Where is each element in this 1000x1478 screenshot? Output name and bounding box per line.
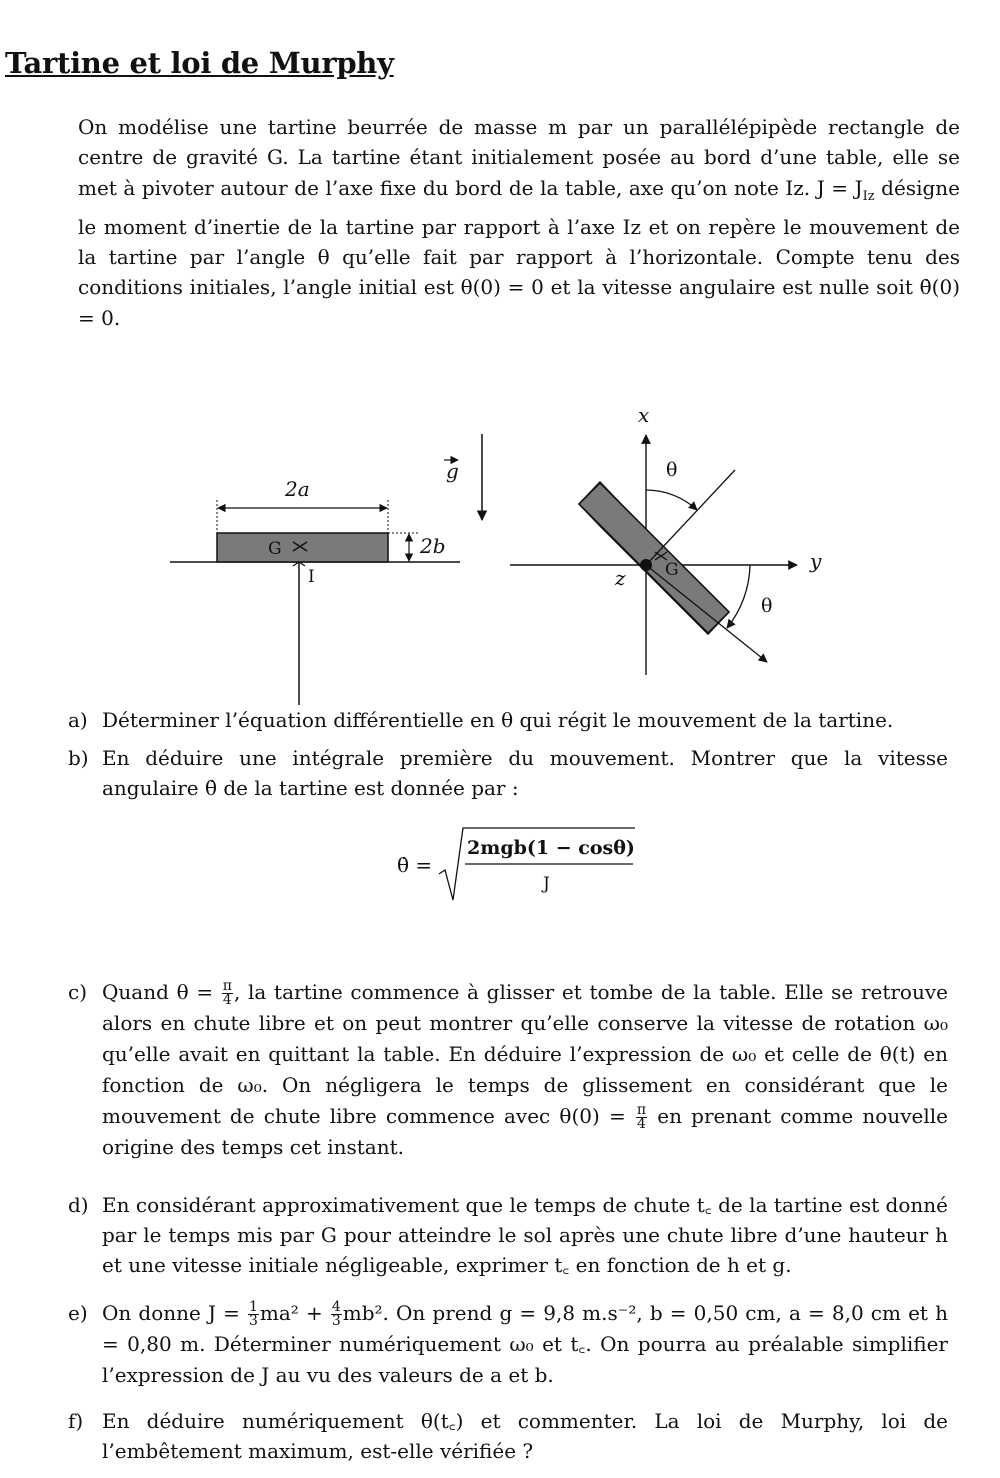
dim-2a-label: 2a	[285, 477, 310, 501]
question-c-text-2: , la tartine commence à glisser et tombe de la table. Elle se retrouve alors en chute libre et on peut montrer qu’elle conserve la vitesse de rotation ω₀ qu’elle avait en quittant la table. En déduire l’expression de ω₀ et celle de θ(t) en fonction de ω₀. On négligera le temps de glissement en considérant que le mouvement de chute libre commence avec θ(0) =	[102, 980, 948, 1128]
formula-numerator: 2mgb(1 − cosθ)	[467, 837, 635, 859]
y-axis-label: y	[810, 549, 822, 573]
question-e-label: e)	[68, 1301, 88, 1325]
z-axis-circle	[640, 559, 652, 571]
question-a-text: Déterminer l’équation différentielle en θ qui régit le mouvement de la tartine.	[102, 708, 894, 732]
frac-den: 4	[222, 992, 232, 1008]
z-axis-label: z	[615, 566, 626, 590]
dim-2b-label: 2b	[420, 534, 446, 558]
theta-arc-top	[646, 490, 697, 510]
question-e-text-3: mb². On prend g = 9,8 m.s⁻², b = 0,50 cm, a = 8,0 cm et h = 0,80 m. Déterminer numériquement ω₀ et t꜀. On pourra au préalable simplifier l’expression de J au vu des valeurs de a et b.	[102, 1301, 948, 1387]
g-label: G	[268, 539, 282, 559]
theta-arc-right	[727, 565, 750, 628]
g-right-label: G	[665, 560, 679, 580]
question-c	[68, 977, 948, 1163]
theta-top-label: θ	[666, 459, 678, 481]
question-e	[68, 1298, 948, 1391]
intro-text-2: désigne le moment d’inertie de la tartine par rapport à l’axe Iz et on repère le mouvement de la tartine par l’angle θ qu’elle fait par rapport à l’horizontale. Compte tenu des conditions initiales, l’angle initial est θ(0) = 0 et la vitesse angulaire est nulle soit θ̇(0) = 0.	[78, 175, 960, 330]
frac-den: 4	[637, 1116, 646, 1132]
question-a	[68, 705, 948, 735]
question-c-text-1: Quand θ =	[102, 980, 221, 1004]
question-b-label: b)	[68, 746, 89, 770]
x-axis-label: x	[638, 403, 650, 427]
frac-num: π	[222, 978, 232, 994]
rotated-tartine-body	[579, 483, 729, 633]
formula-lhs: θ̇ =	[397, 853, 433, 877]
gravity-label: g	[446, 459, 459, 483]
frac-den: 3	[331, 1313, 341, 1329]
question-b	[68, 743, 948, 803]
frac-num: 1	[249, 1299, 258, 1315]
question-d-label: d)	[68, 1193, 89, 1217]
question-d-text: En considérant approximativement que le temps de chute t꜀ de la tartine est donné par le temps mis par G pour atteindre le sol après une chute libre d’une hauteur h et une vitesse initiale négligeable, exprimer t꜀ en fonction de h et g.	[102, 1193, 948, 1277]
i-label: I	[308, 567, 315, 587]
frac-num: π	[636, 1102, 647, 1118]
fraction-pi-over-4-b	[636, 1104, 647, 1131]
question-f	[68, 1406, 948, 1466]
question-a-label: a)	[68, 708, 88, 732]
question-e-text-1: On donne J =	[102, 1301, 247, 1325]
figure-rotated-tartine	[505, 400, 835, 675]
formula-theta-dot	[395, 822, 655, 907]
question-c-label: c)	[68, 980, 88, 1004]
theta-right-label: θ	[761, 595, 773, 617]
fraction-pi-over-4-a	[222, 980, 233, 1007]
question-e-text-2: ma² +	[259, 1301, 330, 1325]
figure-tartine-on-table	[160, 430, 510, 705]
frac-num: 4	[331, 1299, 341, 1315]
question-f-label: f)	[68, 1409, 84, 1433]
question-c-text-3: en prenant comme nouvelle origine des temps cet instant.	[102, 1104, 948, 1159]
intro-subscript: Iz	[862, 188, 875, 204]
fraction-one-third	[248, 1301, 259, 1328]
normal-line	[646, 470, 735, 565]
fraction-four-thirds	[331, 1301, 342, 1328]
page-title: Tartine et loi de Murphy	[5, 46, 394, 80]
question-b-text: En déduire une intégrale première du mouvement. Montrer que la vitesse angulaire θ̇ de la tartine est donnée par :	[102, 746, 948, 800]
intro-text-1: On modélise une tartine beurrée de masse m par un parallélépipède rectangle de centre de gravité G. La tartine étant initialement posée au bord d’une table, elle se met à pivoter autour de l’axe fixe du bord de la table, axe qu’on note Iz. J = J	[78, 115, 960, 200]
formula-denominator: J	[543, 874, 550, 894]
intro-paragraph	[78, 112, 960, 333]
question-f-text: En déduire numériquement θ(t꜀) et commenter. La loi de Murphy, loi de l’embêtement maximum, est-elle vérifiée ?	[102, 1409, 948, 1463]
frac-den: 3	[249, 1313, 258, 1329]
question-d	[68, 1190, 948, 1280]
